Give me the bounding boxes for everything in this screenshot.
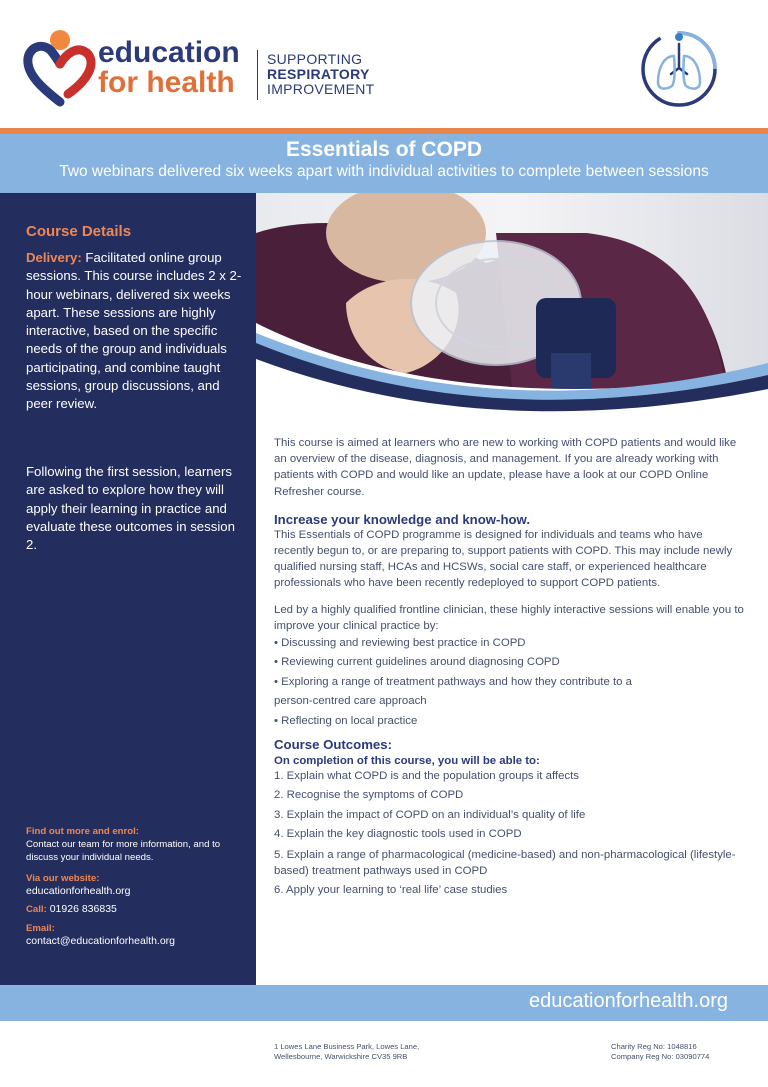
website-block: [26, 872, 246, 898]
outcomes-list: [274, 767, 744, 900]
page-subtitle: Two webinars delivered six weeks apart with individual activities to complete between sessions: [59, 163, 709, 180]
list-item: • Reviewing current guidelines around diagnosing COPD: [274, 656, 560, 669]
intro-paragraph: This course is aimed at learners who are new to working with COPD patients and would like an overview of the disease, diagnosis, and management. If you are already working with patients with COPD and would like an update, please have a look at our COPD Online Refresher course.: [274, 437, 737, 498]
address-line-2: Wellesbourne, Warwickshire CV35 9RB: [274, 1052, 408, 1061]
sidebar: [0, 193, 256, 985]
address-line-1: 1 Lowes Lane Business Park, Lowes Lane,: [274, 1042, 420, 1051]
outcomes-intro: On completion of this course, you will be able to:: [274, 755, 540, 768]
delivery-paragraph: [26, 249, 244, 414]
list-item: • Discussing and reviewing best practice in COPD: [274, 637, 526, 650]
main-content: [274, 435, 744, 900]
tagline: [267, 52, 375, 97]
enrol-block: [26, 825, 246, 864]
clinician-paragraph: Led by a highly qualified frontline clinician, these highly interactive sessions will enable you to improve your clinical practice by:: [274, 603, 744, 632]
knowledge-heading: Increase your knowledge and know-how.: [274, 511, 530, 527]
logo-line-1: education: [98, 36, 240, 69]
list-item: 1. Explain what COPD is and the population groups it affects: [274, 770, 579, 783]
practice-bullet-list: [274, 634, 744, 731]
footer-band: [0, 985, 768, 1021]
list-item: 5. Explain a range of pharmacological (medicine-based) and non-pharmacological (lifestyle-based) treatment pathways used in COPD: [274, 848, 736, 877]
enrol-text: Contact our team for more information, and to discuss your individual needs.: [26, 839, 221, 863]
programme-paragraph: This Essentials of COPD programme is designed for individuals and teams who have recently begun to, or are preparing to, support patients with COPD. This may include newly qualified nursing staff, HCAs and HCSWs, social care staff, or experienced healthcare professionals who have been recently redeployed to support COPD patients.: [274, 528, 733, 590]
call-label: Call:: [26, 904, 47, 915]
logo-line-2: for health: [98, 66, 235, 99]
phone-number[interactable]: 01926 836835: [46, 903, 117, 915]
email-block: [26, 922, 246, 948]
list-item: 6. Apply your learning to ‘real life’ case studies: [274, 883, 508, 896]
tagline-1: SUPPORTING: [267, 51, 363, 67]
page-header: [0, 0, 768, 128]
list-item: person-centred care approach: [274, 695, 427, 708]
enrol-label: Find out more and enrol:: [26, 826, 139, 837]
list-item: 3. Explain the impact of COPD on an individual’s quality of life: [274, 808, 586, 821]
footer-website-link[interactable]: educationforhealth.org: [528, 990, 728, 1012]
charity-reg: Charity Reg No: 1048816: [611, 1042, 697, 1051]
company-reg: Company Reg No: 03090774: [611, 1052, 710, 1061]
list-item: 2. Recognise the symptoms of COPD: [274, 789, 464, 802]
course-details-heading: Course Details: [26, 223, 132, 240]
lungs-logo-icon: [638, 28, 720, 110]
list-item: • Reflecting on local practice: [274, 714, 418, 727]
title-band: [0, 134, 768, 193]
list-item: 4. Explain the key diagnostic tools used in COPD: [274, 828, 522, 841]
website-label: Via our website:: [26, 873, 100, 884]
spirometry-photo-icon: [256, 193, 768, 425]
heart-logo-icon: [22, 28, 98, 108]
website-link[interactable]: educationforhealth.org: [26, 885, 131, 897]
email-link[interactable]: contact@educationforhealth.org: [26, 935, 176, 947]
logo-divider: [257, 50, 258, 100]
postal-address: [274, 1042, 419, 1062]
outcomes-heading: Course Outcomes:: [274, 737, 392, 753]
delivery-text: Facilitated online group sessions. This course includes 2 x 2-hour webinars, delivered six weeks apart. These sessions are highly interactive, based on the specific needs of the group and individuals participating, and combine taught sessions, group discussions, and peer review.: [26, 250, 242, 412]
page-title: Essentials of COPD: [285, 138, 483, 161]
tagline-3: IMPROVEMENT: [267, 81, 375, 97]
call-block: [26, 903, 246, 916]
email-label: Email:: [26, 923, 55, 934]
followup-paragraph: Following the first session, learners are asked to explore how they will apply their learning in practice and evaluate these outcomes in session 2.: [26, 464, 235, 553]
logo-wordmark: [98, 38, 240, 98]
list-item: • Exploring a range of treatment pathways and how they contribute to a: [274, 675, 632, 688]
hero-photo: [256, 193, 768, 425]
registration-numbers: [611, 1042, 709, 1062]
delivery-label: Delivery:: [26, 250, 82, 265]
tagline-2: RESPIRATORY: [267, 66, 370, 82]
